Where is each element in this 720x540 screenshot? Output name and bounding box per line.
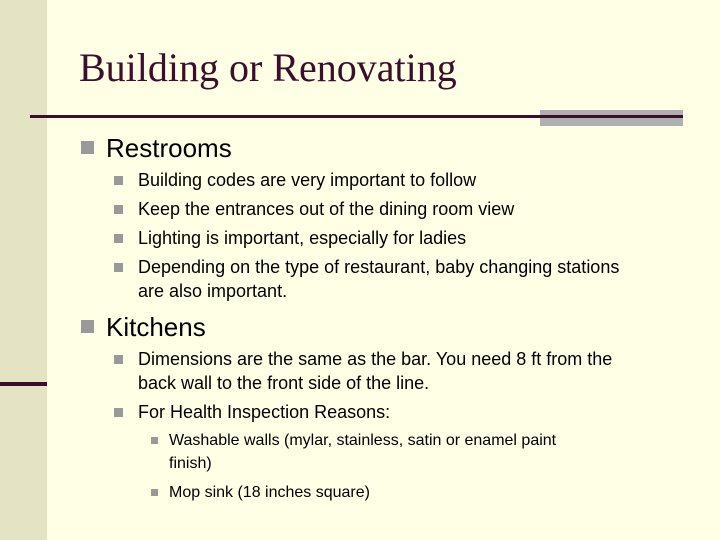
left-band-accent-bar bbox=[0, 382, 47, 386]
square-bullet-icon bbox=[151, 489, 158, 496]
square-bullet-icon bbox=[114, 263, 123, 272]
list-item: Dimensions are the same as the bar. You need 8 ft from the bbox=[138, 349, 613, 369]
left-decorative-band bbox=[0, 0, 47, 540]
list-item: For Health Inspection Reasons: bbox=[138, 402, 391, 422]
title-divider-rule-overlay bbox=[540, 115, 683, 118]
section-heading-kitchens: Kitchens bbox=[106, 312, 206, 342]
sub-list-item-continuation: finish) bbox=[169, 455, 212, 472]
square-bullet-icon bbox=[81, 141, 94, 154]
square-bullet-icon bbox=[114, 176, 123, 185]
list-item-continuation: back wall to the front side of the line. bbox=[138, 373, 430, 393]
list-item: Building codes are very important to follow bbox=[138, 170, 477, 190]
section-heading-restrooms: Restrooms bbox=[106, 133, 232, 163]
list-item: Keep the entrances out of the dining room view bbox=[138, 199, 515, 219]
title-divider-highlight bbox=[540, 110, 683, 126]
square-bullet-icon bbox=[114, 234, 123, 243]
list-item-continuation: are also important. bbox=[138, 281, 288, 301]
slide-title: Building or Renovating bbox=[79, 45, 457, 90]
list-item: Lighting is important, especially for ladies bbox=[138, 228, 467, 248]
square-bullet-icon bbox=[151, 437, 158, 444]
list-item: Depending on the type of restaurant, baby changing stations bbox=[138, 257, 620, 277]
square-bullet-icon bbox=[114, 355, 123, 364]
sub-list-item: Mop sink (18 inches square) bbox=[169, 484, 370, 501]
square-bullet-icon bbox=[114, 408, 123, 417]
square-bullet-icon bbox=[81, 320, 94, 333]
square-bullet-icon bbox=[114, 205, 123, 214]
sub-list-item: Washable walls (mylar, stainless, satin or enamel paint bbox=[169, 432, 557, 449]
